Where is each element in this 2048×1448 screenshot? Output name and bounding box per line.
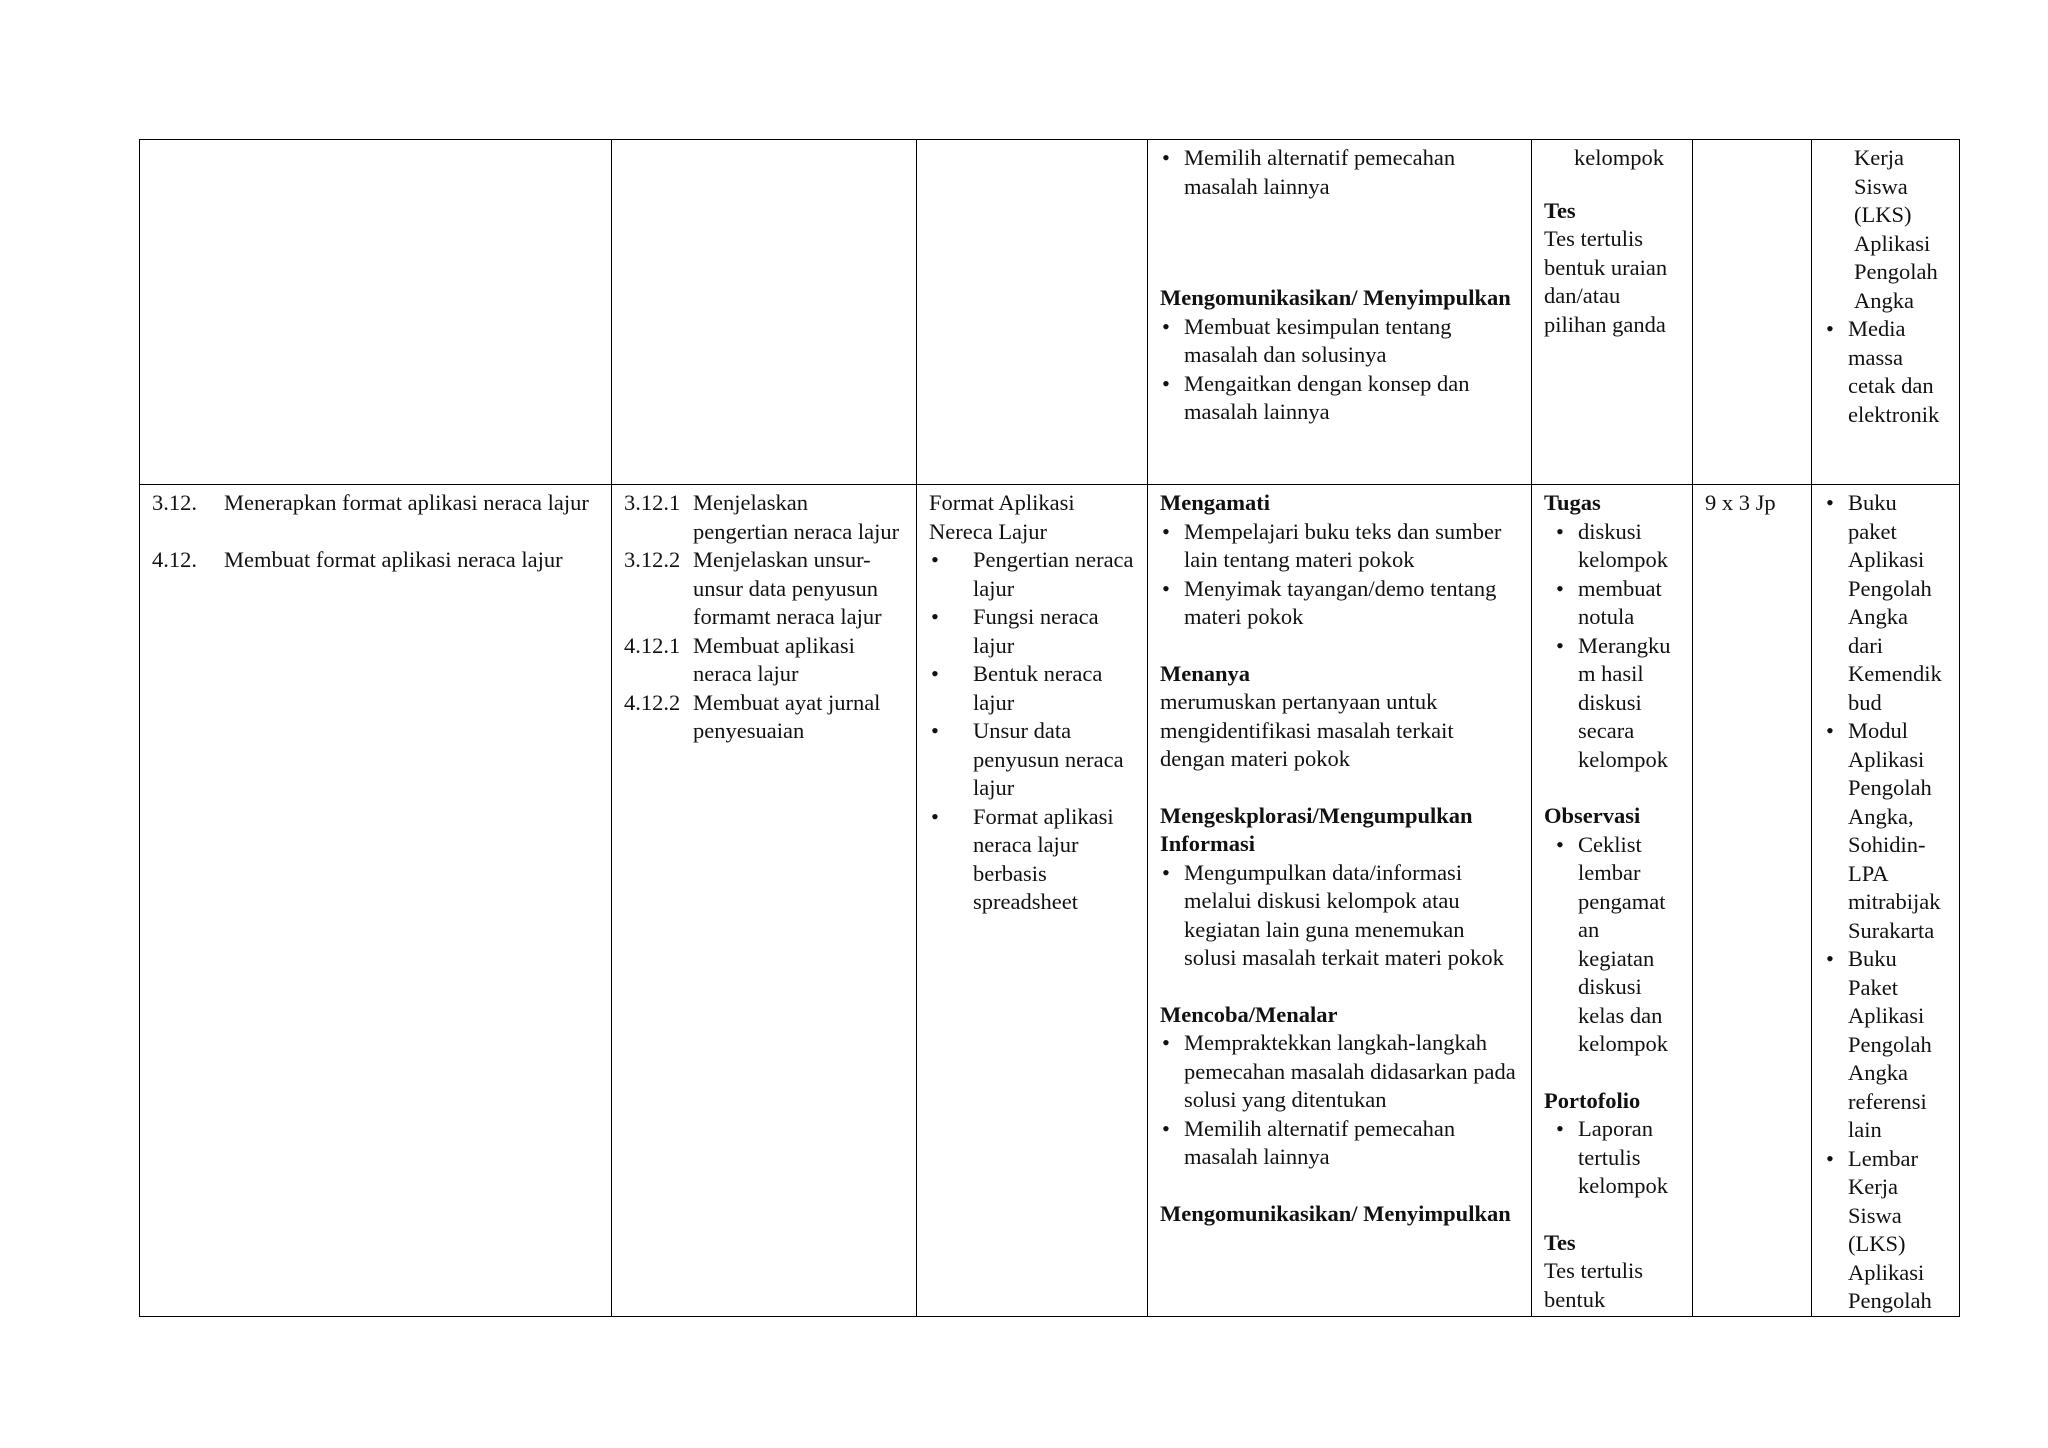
indikator-number: 4.12.1	[624, 632, 681, 658]
table-row	[140, 140, 1960, 485]
bullet-list	[1544, 518, 1680, 775]
kd-number: 4.12.	[152, 546, 197, 572]
list-item: • Unsur data penyusun neraca lajur	[929, 717, 1135, 803]
section-heading: Portofolio	[1544, 1087, 1641, 1113]
indikator-cell	[612, 140, 917, 485]
list-item: • Buku paket Aplikasi Pengolah Angka dari Kemendik bud	[1824, 489, 1947, 717]
list-item: • Format aplikasi neraca lajur berbasis spreadsheet	[929, 803, 1135, 917]
kegiatan-pembelajaran-cell	[1148, 140, 1532, 485]
list-item: • Fungsi neraca lajur	[929, 603, 1135, 660]
section-heading: Mengomunikasikan/ Menyimpulkan	[1160, 285, 1511, 310]
indikator-item	[624, 546, 904, 632]
indikator-text: Membuat ayat jurnal penyesuaian	[693, 689, 881, 743]
sumber-belajar-cell	[1812, 140, 1960, 485]
indikator-cell	[612, 485, 917, 1317]
continued-text: kelompok	[1574, 145, 1664, 170]
list-item: • Merangku m hasil diskusi secara kelompok	[1554, 632, 1680, 775]
section-heading: Tes	[1544, 197, 1576, 223]
bullet-list	[1824, 315, 1947, 429]
indikator-text: Menjelaskan pengertian neraca lajur	[693, 490, 900, 544]
body-text: Tes tertulis bentuk uraian dan/atau pilihan ganda	[1544, 226, 1668, 337]
materi-pokok-cell	[917, 140, 1148, 485]
list-item: • Mengumpulkan data/informasi melalui diskusi kelompok atau kegiatan lain guna menemukan solusi masalah terkait materi pokok	[1160, 859, 1519, 973]
indikator-number: 3.12.2	[624, 547, 681, 572]
bullet-list	[1160, 1029, 1519, 1172]
indikator-item	[624, 632, 904, 689]
bullet-list	[1544, 831, 1680, 1059]
section-heading: Observasi	[1544, 803, 1641, 828]
bullet-list	[1160, 313, 1519, 427]
table-row	[140, 485, 1960, 1317]
kd-item	[152, 489, 599, 518]
list-item: • Memilih alternatif pemecahan masalah lainnya	[1160, 1115, 1519, 1172]
alokasi-waktu-cell	[1693, 140, 1812, 485]
bullet-list	[1160, 859, 1519, 973]
section-heading: Mengeskplorasi/Mengumpulkan Informasi	[1160, 802, 1473, 856]
list-item: • Pengertian neraca lajur	[929, 546, 1135, 603]
syllabus-table	[139, 139, 1960, 1317]
list-item: • Mempraktekkan langkah-langkah pemecahan masalah didasarkan pada solusi yang ditentukan	[1160, 1029, 1519, 1115]
section-heading: Mengomunikasikan/ Menyimpulkan	[1160, 1200, 1511, 1226]
indikator-text: Menjelaskan unsur-unsur data penyusun formamt neraca lajur	[693, 547, 882, 629]
section-heading: Menanya	[1160, 660, 1250, 686]
materi-title: Format Aplikasi Nereca Lajur	[929, 490, 1075, 544]
kegiatan-pembelajaran-cell	[1148, 485, 1532, 1317]
bullet-list	[1160, 518, 1519, 632]
kd-text: Menerapkan format aplikasi neraca lajur	[224, 490, 589, 515]
bullet-list	[1824, 489, 1947, 1316]
body-text: merumuskan pertanyaan untuk mengidentifikasi masalah terkait dengan materi pokok	[1160, 689, 1454, 771]
list-item: • diskusi kelompok	[1554, 518, 1680, 575]
penilaian-cell	[1532, 485, 1693, 1317]
kd-text: Membuat format aplikasi neraca lajur	[224, 546, 563, 572]
section-heading: Tes	[1544, 1229, 1576, 1255]
continued-text: Kerja Siswa (LKS) Aplikasi Pengolah Angka	[1854, 145, 1938, 313]
list-item: • Mengaitkan dengan konsep dan masalah lainnya	[1160, 370, 1519, 427]
list-item: • Mempelajari buku teks dan sumber lain tentang materi pokok	[1160, 518, 1519, 575]
kd-item	[152, 546, 599, 575]
list-item: • Lembar Kerja Siswa (LKS) Aplikasi Pengolah	[1824, 1145, 1947, 1316]
alokasi-waktu-cell	[1693, 485, 1812, 1317]
penilaian-cell	[1532, 140, 1693, 485]
indikator-number: 3.12.1	[624, 490, 681, 515]
indikator-item	[624, 689, 904, 746]
indikator-item	[624, 489, 904, 546]
indikator-text: Membuat aplikasi neraca lajur	[693, 632, 855, 686]
alokasi-value: 9 x 3 Jp	[1705, 490, 1776, 515]
kompetensi-dasar-cell	[140, 140, 612, 485]
list-item: • Laporan tertulis kelompok	[1554, 1115, 1680, 1201]
kompetensi-dasar-cell	[140, 485, 612, 1317]
list-item: • Modul Aplikasi Pengolah Angka, Sohidin-LPA mitrabijak Surakarta	[1824, 717, 1947, 945]
sumber-belajar-cell	[1812, 485, 1960, 1317]
section-heading: Tugas	[1544, 490, 1601, 515]
indikator-number: 4.12.2	[624, 689, 681, 715]
materi-pokok-cell	[917, 485, 1148, 1317]
list-item: • Media massa cetak dan elektronik	[1824, 315, 1947, 429]
bullet-list	[1160, 144, 1519, 201]
list-item: • Memilih alternatif pemecahan masalah lainnya	[1160, 144, 1519, 201]
body-text: Tes tertulis bentuk	[1544, 1258, 1644, 1312]
section-heading: Mengamati	[1160, 490, 1270, 515]
list-item: • Bentuk neraca lajur	[929, 660, 1135, 717]
section-heading: Mencoba/Menalar	[1160, 1001, 1338, 1027]
bullet-list	[1544, 1115, 1680, 1201]
list-item: • Menyimak tayangan/demo tentang materi pokok	[1160, 575, 1519, 632]
list-item: • membuat notula	[1554, 575, 1680, 632]
kd-number: 3.12.	[152, 490, 197, 515]
bullet-list	[929, 546, 1135, 917]
list-item: • Buku Paket Aplikasi Pengolah Angka referensi lain	[1824, 945, 1947, 1145]
list-item: • Membuat kesimpulan tentang masalah dan solusinya	[1160, 313, 1519, 370]
list-item: • Ceklist lembar pengamat an kegiatan diskusi kelas dan kelompok	[1554, 831, 1680, 1059]
